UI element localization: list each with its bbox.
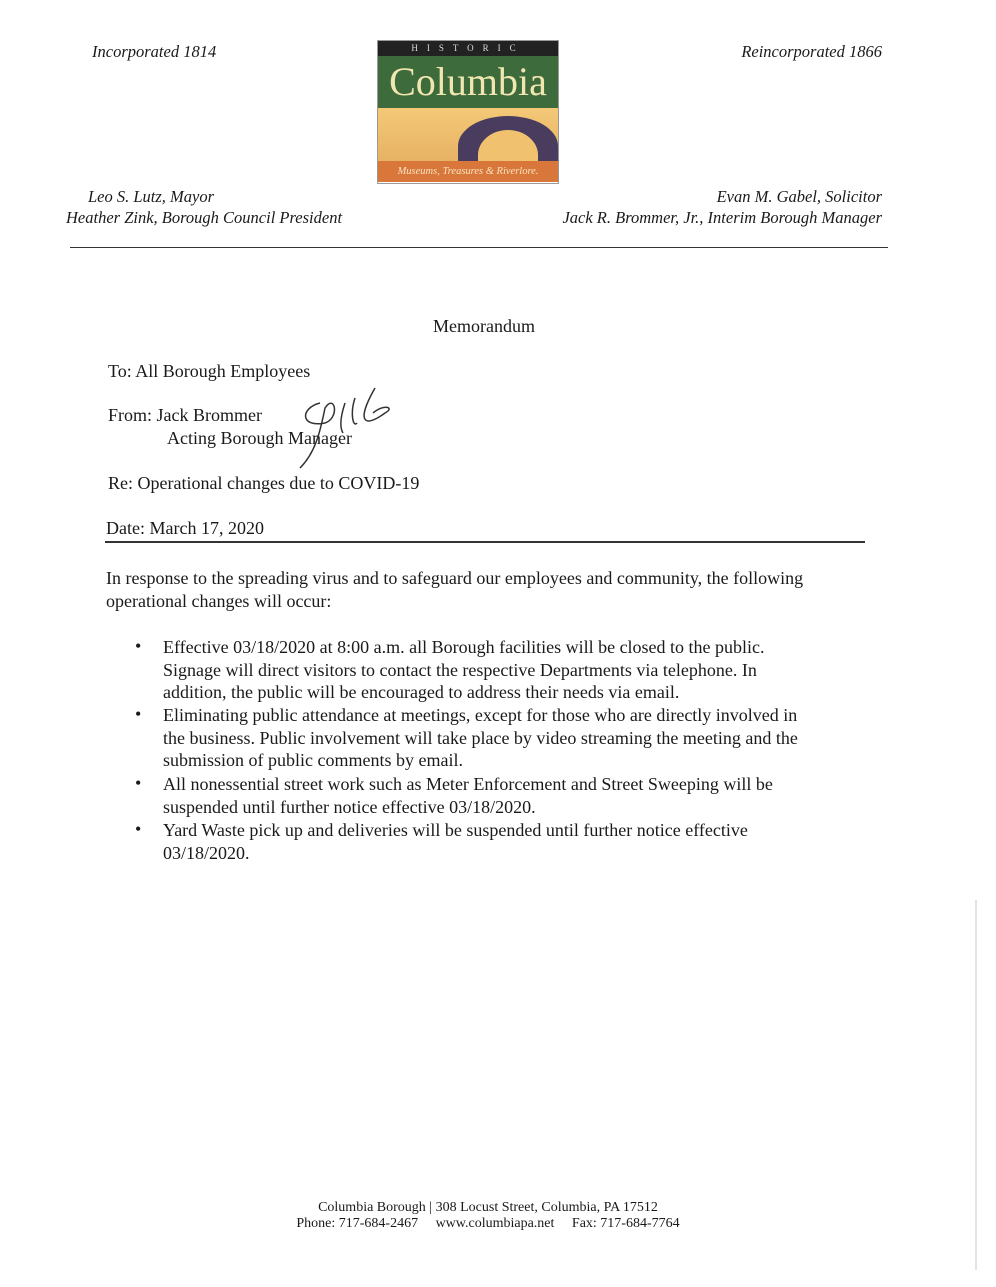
list-item: Eliminating public attendance at meetings, except for those who are directly involved in the business. Public involvement will take place by video streaming the meeting and the submission of public comments by email. (163, 705, 798, 770)
memo-divider (105, 541, 865, 543)
borough-manager: Jack R. Brommer, Jr., Interim Borough Manager (562, 208, 882, 227)
memo-re: Re: Operational changes due to COVID-19 (108, 473, 420, 493)
bridge-illustration (378, 108, 558, 161)
memo-from-title: Acting Borough Manager (167, 428, 352, 448)
bullet-icon: • (135, 773, 142, 793)
mayor: Leo S. Lutz, Mayor (88, 187, 215, 206)
memo-title: Memorandum (433, 316, 535, 336)
memo-to: To: All Borough Employees (108, 361, 311, 381)
council-president: Heather Zink, Borough Council President (66, 208, 343, 227)
memo-date: Date: March 17, 2020 (106, 518, 264, 538)
bullet-icon: • (135, 704, 142, 724)
header-divider (70, 247, 888, 248)
bullet-icon: • (135, 636, 142, 656)
historic-columbia-logo: HISTORIC Columbia Museums, Treasures & Riverlore. (377, 40, 559, 184)
memo-from: From: Jack Brommer (108, 405, 262, 425)
signature (295, 383, 410, 473)
scan-edge (975, 900, 977, 1270)
intro-paragraph: In response to the spreading virus and to safeguard our employees and community, the following operational changes will occur: (106, 568, 804, 611)
reincorporated-date: Reincorporated 1866 (741, 42, 882, 61)
footer: Columbia Borough | 308 Locust Street, Columbia, PA 17512 Phone: 717-684-2467 www.columbiapa.net Fax: 717-684-7764 (296, 1200, 680, 1231)
list-item: Yard Waste pick up and deliveries will be suspended until further notice effective 03/18/2020. (163, 820, 748, 863)
incorporated-date: Incorporated 1814 (92, 42, 217, 61)
list-item: Effective 03/18/2020 at 8:00 a.m. all Borough facilities will be closed to the public. Signage will direct visitors to contact the respective Departments via telephone. In addition, the public will be encouraged to address their needs via email. (163, 637, 765, 702)
list-item: All nonessential street work such as Meter Enforcement and Street Sweeping will be suspended until further notice effective 03/18/2020. (163, 774, 773, 817)
solicitor: Evan M. Gabel, Solicitor (716, 187, 882, 206)
bullet-icon: • (135, 819, 142, 839)
